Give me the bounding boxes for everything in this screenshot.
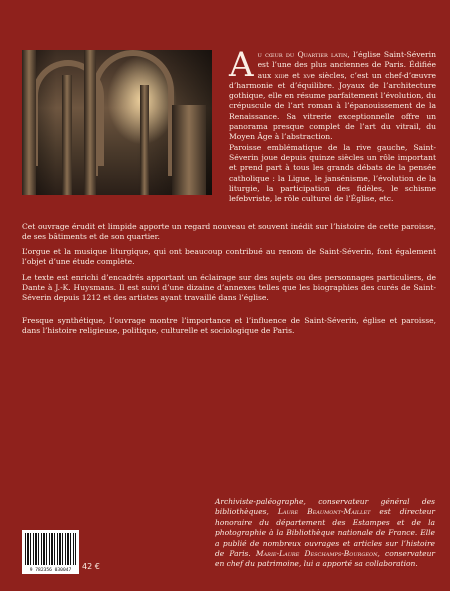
isbn-barcode xyxy=(22,530,79,574)
drop-cap: A xyxy=(229,45,254,85)
body-paragraph-1: Cet ouvrage érudit et limpide apporte un regard nouveau et souvent inédit sur l’histoire de cette paroisse, de ses bâtiments et de son quartier. xyxy=(22,221,436,241)
price-label: 42 € xyxy=(82,562,100,571)
author-name-1: Laure Beaumont-Maillet xyxy=(277,507,371,517)
author-bio: Archiviste-paléographe, conservateur général des bibliothèques, Laure Beaumont-Maillet est directeur honoraire du département des Estampes et de la photographie à la Bibliothèque nationale de France. Elle a publié de nombreux ouvrages et articles sur l’histoire de Paris. Marie-Laure Deschamps-Bourgeon, conservateur en chef du patrimoine, lui a apporté sa collaboration. xyxy=(215,497,435,569)
intro-text xyxy=(229,45,436,204)
church-interior-photo xyxy=(22,50,212,195)
body-paragraph-4: Fresque synthétique, l’ouvrage montre l’importance et l’influence de Saint-Séverin, église et paroisse, dans l’histoire religieuse, politique, culturelle et sociologique de Paris. xyxy=(22,315,436,335)
intro-paragraph-2: Paroisse emblématique de la rive gauche, Saint-Séverin joue depuis quinze siècles un rôle important et prend part à tous les grands débats de la pensée catholique : la Ligue, le jansénisme, l’évolution de la liturgie, la participation des fidèles, le schisme lefebvriste, le rôle culturel de l’Église, etc. xyxy=(229,142,436,204)
body-paragraph-2: L’orgue et la musique liturgique, qui ont beaucoup contribué au renom de Saint-Séverin, font également l’objet d’une étude complète. xyxy=(22,246,436,266)
author-name-2: Marie-Laure Deschamps-Bourgeon xyxy=(255,549,378,559)
barcode-number: 9 782356 030047 xyxy=(29,568,72,573)
barcode-bars xyxy=(25,533,76,565)
intro-paragraph-1: Au cœur du Quartier latin, l’église Saint-Séverin est l’une des plus anciennes de Paris. Édifiée aux xiiie et xve siècles, c’est un chef-d’œuvre d’harmonie et d’équilibre. Joyaux de l’architecture gothique, elle en résume parfaitement l’évolution, du crépuscule de l’art roman à l’épanouissement de la Renaissance. Sa vitrerie exceptionnelle offre un panorama presque complet de l’art du vitrail, du Moyen Âge à l’abstraction. xyxy=(229,45,436,142)
body-paragraph-3: Le texte est enrichi d’encadrés apportant un éclairage sur des sujets ou des personnages particuliers, de Dante à J.-K. Huysmans. Il est suivi d’une dizaine d’annexes telles que les biographies des curés de Saint-Séverin depuis 1212 et des artistes ayant travaillé dans l’église. xyxy=(22,272,436,303)
